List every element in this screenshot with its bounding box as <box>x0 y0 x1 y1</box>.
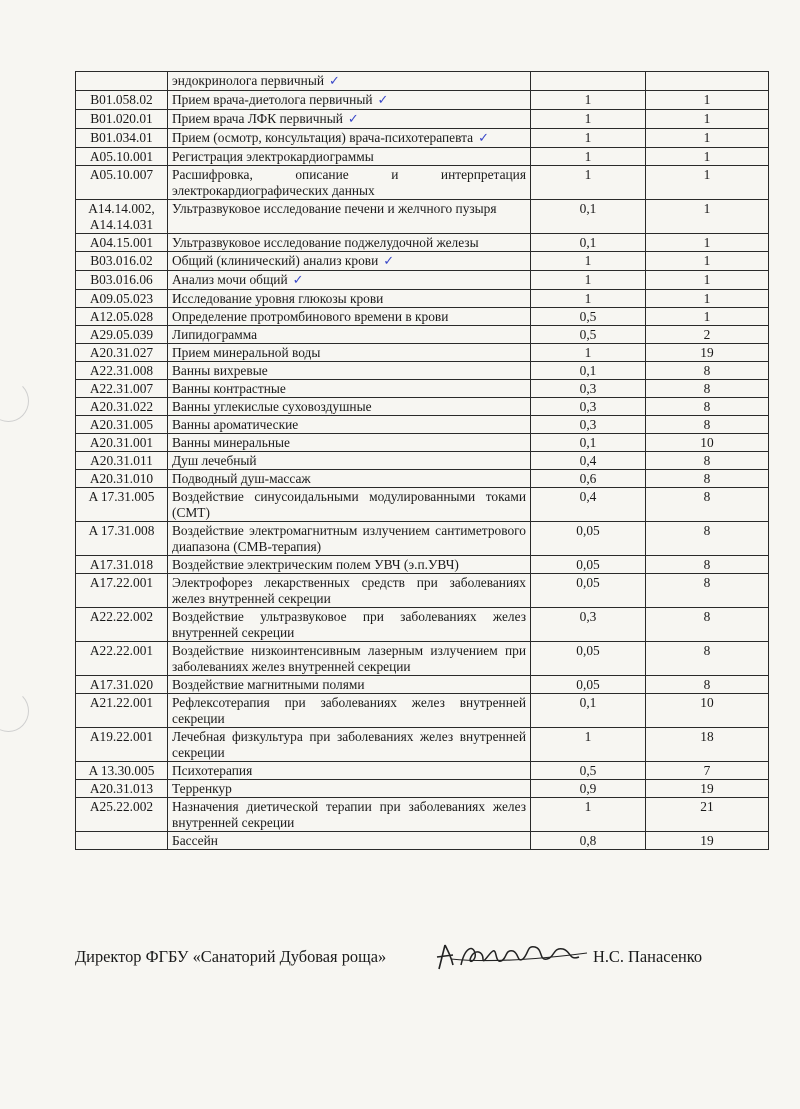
service-name: Лечебная физкультура при заболеваниях желез внутренней секреции <box>172 729 526 760</box>
count-value: 10 <box>646 434 769 452</box>
service-name-cell <box>168 416 531 434</box>
checkmark-icon: ✓ <box>347 112 359 127</box>
frequency-value: 1 <box>531 148 646 166</box>
service-code: A20.31.001 <box>76 434 168 452</box>
service-name-cell <box>168 308 531 326</box>
count-value: 8 <box>646 488 769 522</box>
services-table <box>75 71 769 850</box>
frequency-value <box>531 72 646 91</box>
count-value: 8 <box>646 556 769 574</box>
table-row <box>76 522 769 556</box>
count-value: 8 <box>646 642 769 676</box>
service-name: Бассейн <box>172 833 218 848</box>
table-row <box>76 470 769 488</box>
count-value: 8 <box>646 676 769 694</box>
service-code: A20.31.027 <box>76 344 168 362</box>
service-name-cell <box>168 676 531 694</box>
frequency-value: 0,1 <box>531 694 646 728</box>
table-row <box>76 798 769 832</box>
checkmark-icon: ✓ <box>292 273 304 288</box>
service-name-cell <box>168 642 531 676</box>
service-name-cell <box>168 380 531 398</box>
frequency-value: 0,05 <box>531 574 646 608</box>
service-name: Исследование уровня глюкозы крови <box>172 291 384 306</box>
service-name-cell <box>168 470 531 488</box>
frequency-value: 0,5 <box>531 762 646 780</box>
service-name-cell <box>168 234 531 252</box>
count-value: 8 <box>646 380 769 398</box>
service-name: Воздействие электромагнитным излучением сантиметрового диапазона (СМВ-терапия) <box>172 523 526 554</box>
service-name: Душ лечебный <box>172 453 257 468</box>
service-code: A14.14.002, A14.14.031 <box>76 200 168 234</box>
count-value: 21 <box>646 798 769 832</box>
service-code: A22.31.008 <box>76 362 168 380</box>
service-code: B01.034.01 <box>76 129 168 148</box>
table-row <box>76 556 769 574</box>
service-code: B03.016.02 <box>76 252 168 271</box>
count-value: 8 <box>646 574 769 608</box>
service-name: эндокринолога первичный <box>172 73 324 88</box>
table-row <box>76 271 769 290</box>
frequency-value: 0,3 <box>531 380 646 398</box>
service-name: Ванны углекислые суховоздушные <box>172 399 372 414</box>
punch-hole-mark <box>0 690 29 732</box>
service-code: A20.31.013 <box>76 780 168 798</box>
count-value: 10 <box>646 694 769 728</box>
service-name-cell <box>168 728 531 762</box>
service-name: Воздействие низкоинтенсивным лазерным излучением при заболеваниях желез внутренней секреции <box>172 643 526 674</box>
service-code: B01.058.02 <box>76 91 168 110</box>
frequency-value: 0,5 <box>531 308 646 326</box>
count-value: 1 <box>646 91 769 110</box>
count-value: 8 <box>646 608 769 642</box>
table-row <box>76 694 769 728</box>
count-value: 1 <box>646 252 769 271</box>
service-code: A20.31.005 <box>76 416 168 434</box>
frequency-value: 1 <box>531 344 646 362</box>
table-row <box>76 166 769 200</box>
frequency-value: 1 <box>531 166 646 200</box>
service-code: A17.31.020 <box>76 676 168 694</box>
service-name: Общий (клинический) анализ крови <box>172 253 379 268</box>
table-row <box>76 72 769 91</box>
count-value <box>646 72 769 91</box>
service-name-cell <box>168 488 531 522</box>
service-name-cell <box>168 522 531 556</box>
service-name-cell <box>168 608 531 642</box>
service-name: Ванны вихревые <box>172 363 268 378</box>
count-value: 2 <box>646 326 769 344</box>
service-name: Расшифровка, описание и интерпретация электрокардиографических данных <box>172 167 526 198</box>
service-code: B01.020.01 <box>76 110 168 129</box>
service-name-cell <box>168 129 531 148</box>
table-row <box>76 416 769 434</box>
count-value: 1 <box>646 290 769 308</box>
count-value: 19 <box>646 832 769 850</box>
service-name: Ванны контрастные <box>172 381 286 396</box>
service-name-cell <box>168 762 531 780</box>
count-value: 8 <box>646 362 769 380</box>
service-code: A22.31.007 <box>76 380 168 398</box>
frequency-value: 1 <box>531 110 646 129</box>
service-name-cell <box>168 326 531 344</box>
service-name-cell <box>168 200 531 234</box>
service-name: Ультразвуковое исследование печени и желчного пузыря <box>172 201 497 216</box>
frequency-value: 0,1 <box>531 434 646 452</box>
table-row <box>76 362 769 380</box>
service-code: A 13.30.005 <box>76 762 168 780</box>
table-row <box>76 252 769 271</box>
table-row <box>76 91 769 110</box>
service-name: Прием (осмотр, консультация) врача-психотерапевта <box>172 130 474 145</box>
frequency-value: 0,9 <box>531 780 646 798</box>
service-name-cell <box>168 72 531 91</box>
service-code: A20.31.010 <box>76 470 168 488</box>
checkmark-icon: ✓ <box>478 131 489 146</box>
count-value: 8 <box>646 522 769 556</box>
service-name: Прием врача ЛФК первичный <box>172 111 343 126</box>
frequency-value: 0,4 <box>531 488 646 522</box>
frequency-value: 0,4 <box>531 452 646 470</box>
table-row <box>76 488 769 522</box>
frequency-value: 0,05 <box>531 556 646 574</box>
frequency-value: 1 <box>531 271 646 290</box>
service-name: Прием врача-диетолога первичный <box>172 92 373 107</box>
service-name-cell <box>168 271 531 290</box>
table-row <box>76 200 769 234</box>
service-code: A05.10.007 <box>76 166 168 200</box>
frequency-value: 1 <box>531 798 646 832</box>
service-name-cell <box>168 110 531 129</box>
service-name: Воздействие ультразвуковое при заболеваниях желез внутренней секреции <box>172 609 526 640</box>
count-value: 19 <box>646 780 769 798</box>
count-value: 1 <box>646 234 769 252</box>
count-value: 18 <box>646 728 769 762</box>
frequency-value: 0,1 <box>531 200 646 234</box>
service-code: A04.15.001 <box>76 234 168 252</box>
service-name-cell <box>168 452 531 470</box>
service-code: A22.22.002 <box>76 608 168 642</box>
service-code: A09.05.023 <box>76 290 168 308</box>
service-name-cell <box>168 252 531 271</box>
service-name-cell <box>168 290 531 308</box>
service-code: A17.31.018 <box>76 556 168 574</box>
frequency-value: 1 <box>531 91 646 110</box>
frequency-value: 0,8 <box>531 832 646 850</box>
service-code: A 17.31.005 <box>76 488 168 522</box>
count-value: 1 <box>646 166 769 200</box>
table-row <box>76 434 769 452</box>
count-value: 8 <box>646 416 769 434</box>
service-name-cell <box>168 780 531 798</box>
service-name: Психотерапия <box>172 763 253 778</box>
frequency-value: 0,1 <box>531 234 646 252</box>
count-value: 1 <box>646 271 769 290</box>
table-row <box>76 308 769 326</box>
service-name: Ванны минеральные <box>172 435 290 450</box>
service-code: A19.22.001 <box>76 728 168 762</box>
frequency-value: 0,05 <box>531 522 646 556</box>
table-row <box>76 762 769 780</box>
count-value: 1 <box>646 308 769 326</box>
service-name: Ванны ароматические <box>172 417 299 432</box>
table-row <box>76 290 769 308</box>
service-name-cell <box>168 434 531 452</box>
service-name-cell <box>168 91 531 110</box>
frequency-value: 0,1 <box>531 362 646 380</box>
count-value: 1 <box>646 110 769 129</box>
table-row <box>76 452 769 470</box>
frequency-value: 0,3 <box>531 398 646 416</box>
table-row <box>76 129 769 148</box>
service-name: Воздействие синусоидальными модулированными токами (СМТ) <box>172 489 526 520</box>
service-name-cell <box>168 344 531 362</box>
service-name: Подводный душ-массаж <box>172 471 311 486</box>
service-code: A05.10.001 <box>76 148 168 166</box>
service-name-cell <box>168 362 531 380</box>
count-value: 8 <box>646 470 769 488</box>
table-row <box>76 380 769 398</box>
table-row <box>76 728 769 762</box>
service-name: Электрофорез лекарственных средств при заболеваниях желез внутренней секреции <box>172 575 526 606</box>
service-code: A12.05.028 <box>76 308 168 326</box>
table-row <box>76 110 769 129</box>
frequency-value: 0,05 <box>531 676 646 694</box>
service-code: A17.22.001 <box>76 574 168 608</box>
table-row <box>76 642 769 676</box>
frequency-value: 0,3 <box>531 416 646 434</box>
service-code: A21.22.001 <box>76 694 168 728</box>
service-code: A29.05.039 <box>76 326 168 344</box>
count-value: 19 <box>646 344 769 362</box>
service-name-cell <box>168 574 531 608</box>
table-row <box>76 326 769 344</box>
service-name: Воздействие электрическим полем УВЧ (э.п.УВЧ) <box>172 557 459 572</box>
frequency-value: 0,6 <box>531 470 646 488</box>
frequency-value: 1 <box>531 129 646 148</box>
service-code: A 17.31.008 <box>76 522 168 556</box>
service-name: Назначения диетической терапии при заболеваниях желез внутренней секреции <box>172 799 526 830</box>
service-name: Анализ мочи общий <box>172 272 288 287</box>
table-row <box>76 832 769 850</box>
table-row <box>76 574 769 608</box>
count-value: 8 <box>646 452 769 470</box>
service-name: Прием минеральной воды <box>172 345 321 360</box>
table-row <box>76 234 769 252</box>
frequency-value: 0,05 <box>531 642 646 676</box>
service-name-cell <box>168 556 531 574</box>
count-value: 1 <box>646 129 769 148</box>
service-name-cell <box>168 832 531 850</box>
checkmark-icon: ✓ <box>329 74 340 89</box>
service-code: A20.31.022 <box>76 398 168 416</box>
service-code: A22.22.001 <box>76 642 168 676</box>
punch-hole-mark <box>0 380 29 422</box>
frequency-value: 1 <box>531 728 646 762</box>
director-title: Директор ФГБУ «Санаторий Дубовая роща» <box>75 947 387 966</box>
service-name-cell <box>168 798 531 832</box>
service-name-cell <box>168 148 531 166</box>
count-value: 1 <box>646 200 769 234</box>
table-row <box>76 398 769 416</box>
service-name-cell <box>168 166 531 200</box>
service-name: Рефлексотерапия при заболеваниях желез внутренней секреции <box>172 695 526 726</box>
table-row <box>76 780 769 798</box>
service-name: Воздействие магнитными полями <box>172 677 365 692</box>
service-name-cell <box>168 694 531 728</box>
frequency-value: 1 <box>531 252 646 271</box>
service-name: Терренкур <box>172 781 232 796</box>
services-table-body <box>76 72 769 850</box>
checkmark-icon: ✓ <box>377 93 389 108</box>
table-row <box>76 676 769 694</box>
service-name: Определение протромбинового времени в крови <box>172 309 449 324</box>
count-value: 8 <box>646 398 769 416</box>
count-value: 7 <box>646 762 769 780</box>
service-name-cell <box>168 398 531 416</box>
service-name: Ультразвуковое исследование поджелудочной железы <box>172 235 479 250</box>
service-code: A20.31.011 <box>76 452 168 470</box>
frequency-value: 0,3 <box>531 608 646 642</box>
service-code: A25.22.002 <box>76 798 168 832</box>
table-row <box>76 148 769 166</box>
service-code: B03.016.06 <box>76 271 168 290</box>
director-name: Н.С. Панасенко <box>593 947 703 966</box>
handwritten-signature <box>431 939 591 973</box>
service-code <box>76 72 168 91</box>
service-name: Регистрация электрокардиограммы <box>172 149 374 164</box>
service-code <box>76 832 168 850</box>
count-value: 1 <box>646 148 769 166</box>
table-row <box>76 608 769 642</box>
checkmark-icon: ✓ <box>383 254 395 269</box>
frequency-value: 1 <box>531 290 646 308</box>
table-row <box>76 344 769 362</box>
frequency-value: 0,5 <box>531 326 646 344</box>
service-name: Липидограмма <box>172 327 258 342</box>
